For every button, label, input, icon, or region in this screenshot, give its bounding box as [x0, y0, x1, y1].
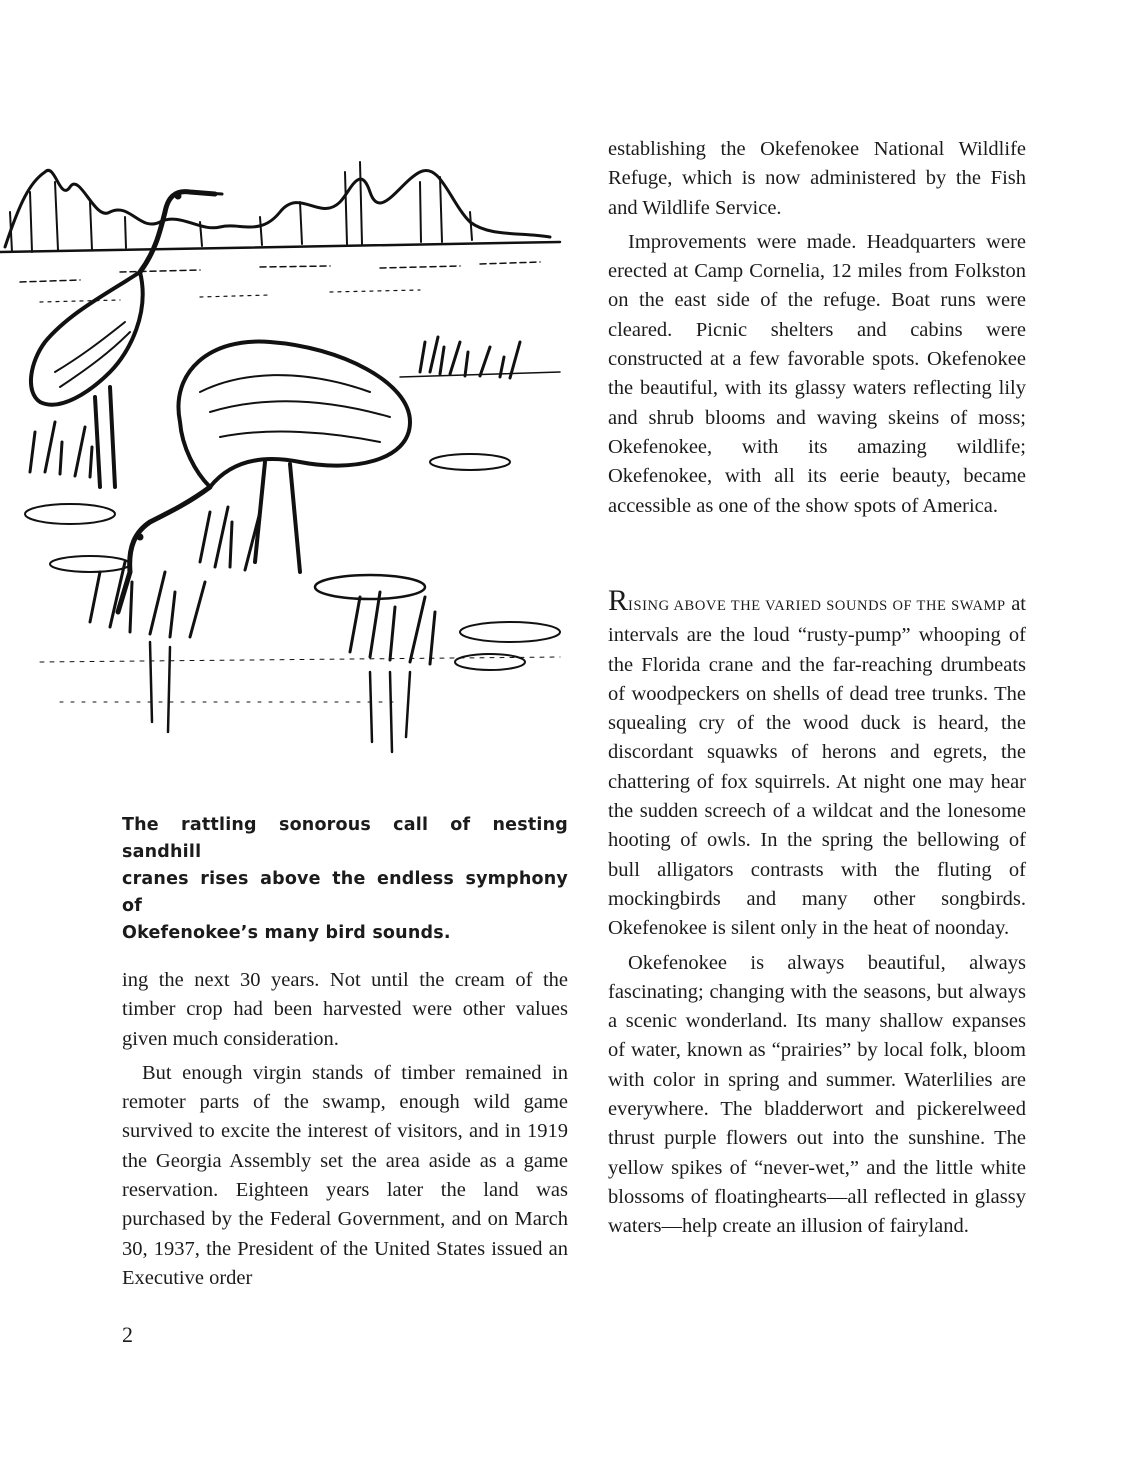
feeding-crane-body	[178, 342, 410, 487]
right-column-bottom-text	[608, 586, 1026, 1242]
page-number: 2	[122, 1322, 133, 1347]
right-top-paragraph-1: establishing the Okefenokee National Wildlife Refuge, which is now administered by the Fish and Wildlife Service.	[608, 138, 1026, 219]
drop-cap: R	[608, 584, 629, 617]
illustration-caption	[122, 812, 568, 947]
standing-crane-neck	[140, 192, 215, 272]
treeline	[5, 170, 550, 247]
right-column-top-text	[608, 135, 1026, 521]
caption-line-1: The rattling sonorous call of nesting sandhill	[122, 815, 568, 862]
standing-crane-body	[31, 272, 143, 405]
right-bottom-paragraph-2: Okefenokee is always beautiful, always fascinating; changing with the seasons, but always a scenic wonderland. Its many shallow expanses of water, known as “prairies” by local folk, bloom with color in spring and summer. Waterlilies are everywhere. The bladderwort and pickerelweed thrust purple flowers out into the sunshine. The yellow spikes of “never-wet,” and the little white blossoms of floatinghearts—all reflected in glassy waters—help create an illusion of fairyland.	[608, 951, 1026, 1238]
left-paragraph-1: ing the next 30 years. Not until the cream of the timber crop had been harvested were other values given much consideration.	[122, 969, 568, 1050]
right-bottom-paragraph-1-body: at intervals are the loud “rusty-pump” whooping of the Florida crane and the far-reaching drumbeats of woodpeckers on shells of dead tree trunks. The squealing cry of the wood duck is heard, the discordant squawks of herons and egrets, the chattering of fox squirrels. At night one may hear the sudden screech of a wildcat and the lonesome hooting of owls. In the spring the bellowing of bull alligators contrasts with the fluting of mockingbirds and many other songbirds. Okefenokee is silent only in the heat of noonday.	[608, 593, 1026, 940]
right-bottom-paragraph-1	[608, 586, 1026, 944]
left-paragraph-2: But enough virgin stands of timber remained in remoter parts of the swamp, enough wild game survived to excite the interest of visitors, and in 1919 the Georgia Assembly set the area aside as a game reservation. Eighteen years later the land was purchased by the Federal Government, and on March 30, 1937, the President of the United States issued an Executive order	[122, 1061, 568, 1289]
left-column-text	[122, 966, 568, 1293]
right-top-paragraph-2: Improvements were made. Headquarters were erected at Camp Cornelia, 12 miles from Folkston on the east side of the refuge. Boat runs were cleared. Picnic shelters and cabins were constructed at a few favorable spots. Okefenokee the beautiful, with its glassy waters reflecting lily and shrub blooms and waving skeins of moss; Okefenokee, with its amazing wildlife; Okefenokee, with all its eerie beauty, became accessible as one of the show spots of America.	[608, 230, 1026, 517]
caption-line-3: Okefenokee’s many bird sounds.	[122, 923, 451, 943]
caption-line-2: cranes rises above the endless symphony of	[122, 869, 568, 916]
sandhill-cranes-illustration	[0, 142, 580, 782]
small-caps-lead: ISING ABOVE THE VARIED SOUNDS OF THE SWAMP	[628, 598, 1006, 614]
